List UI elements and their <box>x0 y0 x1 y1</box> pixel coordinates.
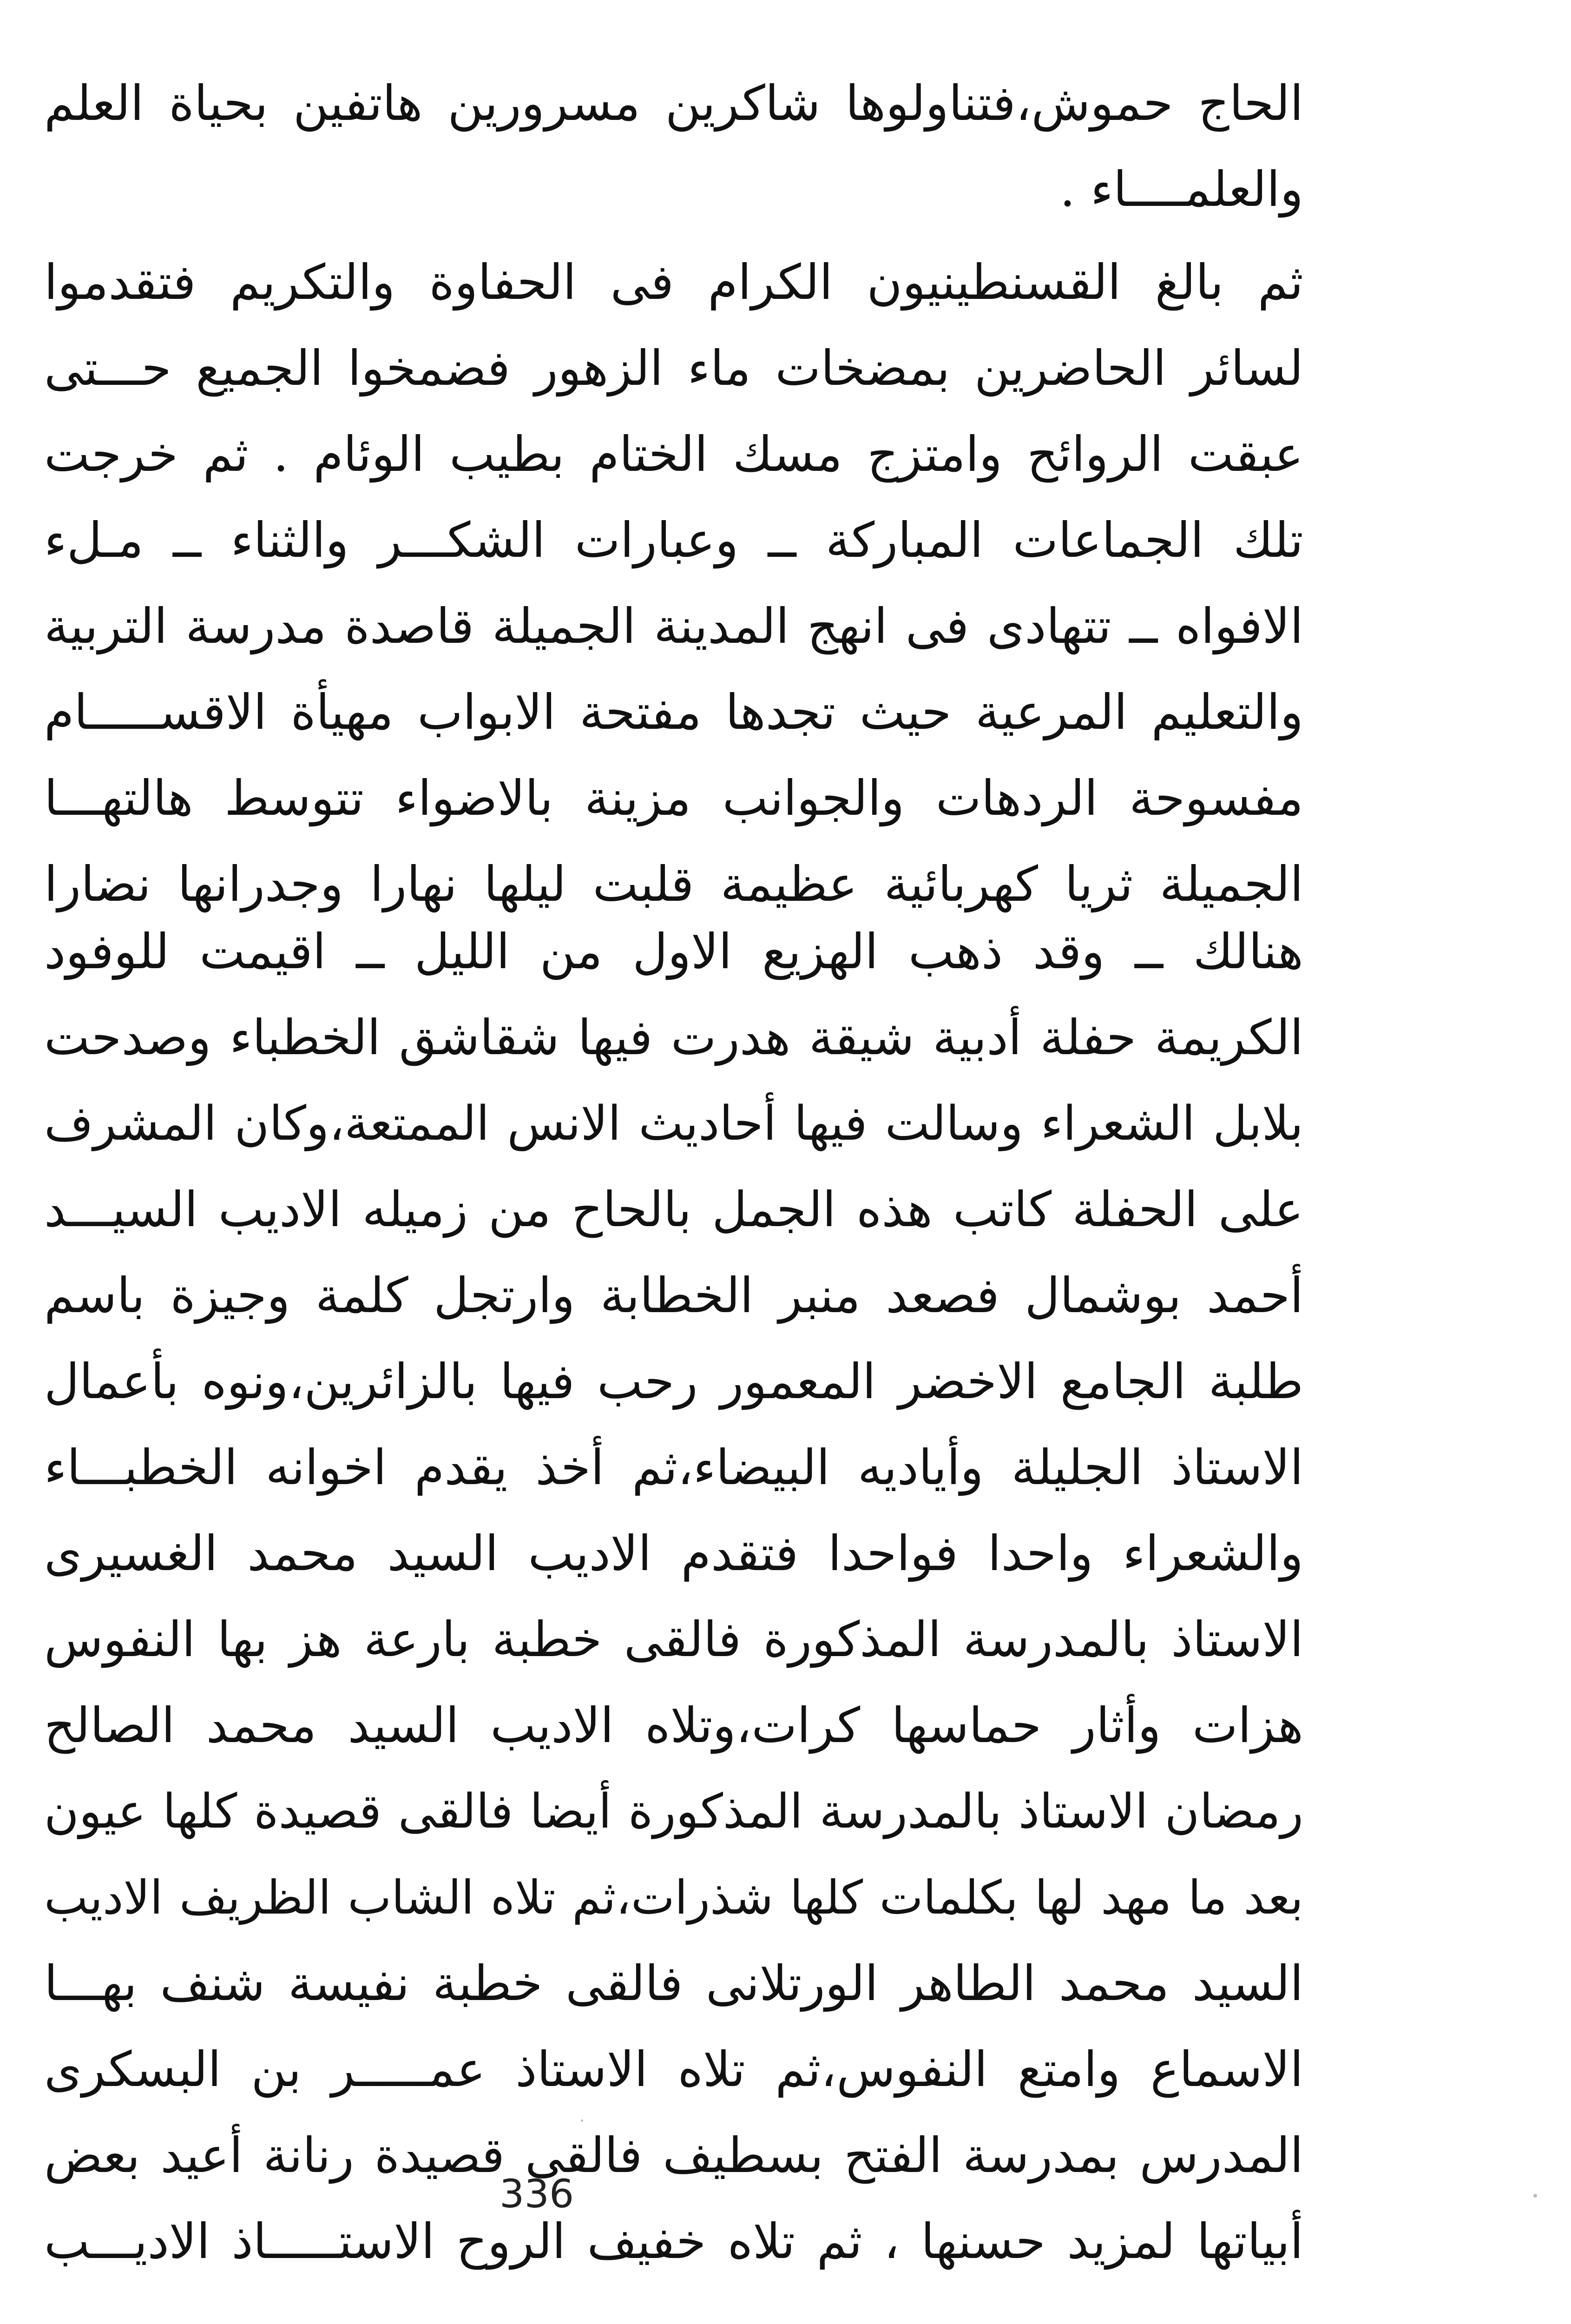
text-line: أبياتها لمزيد حسنها ، ثم تلاه خفيف الروح الاستـــــاذ الاديـــب <box>44 2213 1303 2270</box>
text-line: عبقت الروائح وامتزج مسك الختام بطيب الوئام . ثم خرجت <box>44 426 1303 482</box>
text-line: هزات وأثار حماسها كرات،وتلاه الاديب السيد محمد الصالح <box>44 1697 1303 1754</box>
text-line: رمضان الاستاذ بالمدرسة المذكورة أيضا فالقى قصيدة كلها عيون <box>44 1784 1303 1839</box>
text-line: مفسوحة الردهات والجوانب مزينة بالاضواء تتوسط هالتهـــا <box>44 770 1303 826</box>
text-line: الاستاذ بالمدرسة المذكورة فالقى خطبة بارعة هز بها النفوس <box>44 1611 1303 1668</box>
page-number: 336 <box>500 2171 574 2217</box>
text-line: طلبة الجامع الاخضر المعمور رحب فيها بالزائرين،ونوه بأعمال <box>44 1353 1303 1410</box>
text-line: بلابل الشعراء وسالت فيها أحاديث الانس الممتعة،وكان المشرف <box>44 1096 1303 1151</box>
text-line: الاستاذ الجليلة وأياديه البيضاء،ثم أخذ يقدم اخوانه الخطبـــاء <box>44 1439 1303 1496</box>
text-line: الكريمة حفلة أدبية شيقة هدرت فيها شقاشق الخطباء وصدحت <box>44 1009 1303 1066</box>
paragraph-1 <box>44 60 1303 232</box>
scan-speck <box>581 2119 583 2122</box>
text-line: ثم بالغ القسنطينيون الكرام فى الحفاوة والتكريم فتقدموا <box>44 254 1303 310</box>
paragraph-2 <box>44 239 1303 927</box>
text-line: المدرس بمدرسة الفتح بسطيف فالقى قصيدة رنانة أعيد بعض <box>44 2127 1303 2184</box>
text-line: على الحفلة كاتب هذه الجمل بالحاح من زميله الاديب السيـــد <box>44 1181 1303 1238</box>
text-line: الاسماع وامتع النفوس،ثم تلاه الاستاذ عمـــــر بن البسكرى <box>44 2041 1303 2098</box>
text-line: السيد محمد الطاهر الورتلانى فالقى خطبة نفيسة شنف بهـــا <box>44 1955 1303 2012</box>
text-line: والعلمــــاء . <box>1059 161 1303 218</box>
text-line: هنالك ــ وقد ذهب الهزيع الاول من الليل ــ اقيمت للوفود <box>44 923 1303 980</box>
text-line: والشعراء واحدا فواحدا فتقدم الاديب السيد محمد الغسيرى <box>44 1525 1303 1582</box>
paragraph-3 <box>44 909 1303 2284</box>
text-line: بعد ما مهد لها بكلمات كلها شذرات،ثم تلاه الشاب الظريف الاديب <box>44 1870 1303 1925</box>
text-line: الحاج حموش،فتناولوها شاكرين مسرورين هاتفين بحياة العلم <box>44 75 1303 132</box>
text-line: أحمد بوشمال فصعد منبر الخطابة وارتجل كلمة وجيزة باسم <box>44 1267 1303 1324</box>
text-line: الجميلة ثريا كهربائية عظيمة قلبت ليلها نهارا وجدرانها نضارا <box>44 856 1303 912</box>
text-line: لسائر الحاضرين بمضخات ماء الزهور فضمخوا الجميع حـــتى <box>44 340 1303 396</box>
scan-speck <box>1533 2194 1537 2198</box>
text-line: تلك الجماعات المباركة ــ وعبارات الشكـــر والثناء ــ مـلء <box>44 512 1303 568</box>
text-line: الافواه ــ تتهادى فى انهج المدينة الجميلة قاصدة مدرسة التربية <box>44 598 1303 654</box>
text-line: والتعليم المرعية حيث تجدها مفتحة الابواب مهيأة الاقســـــام <box>44 684 1303 740</box>
